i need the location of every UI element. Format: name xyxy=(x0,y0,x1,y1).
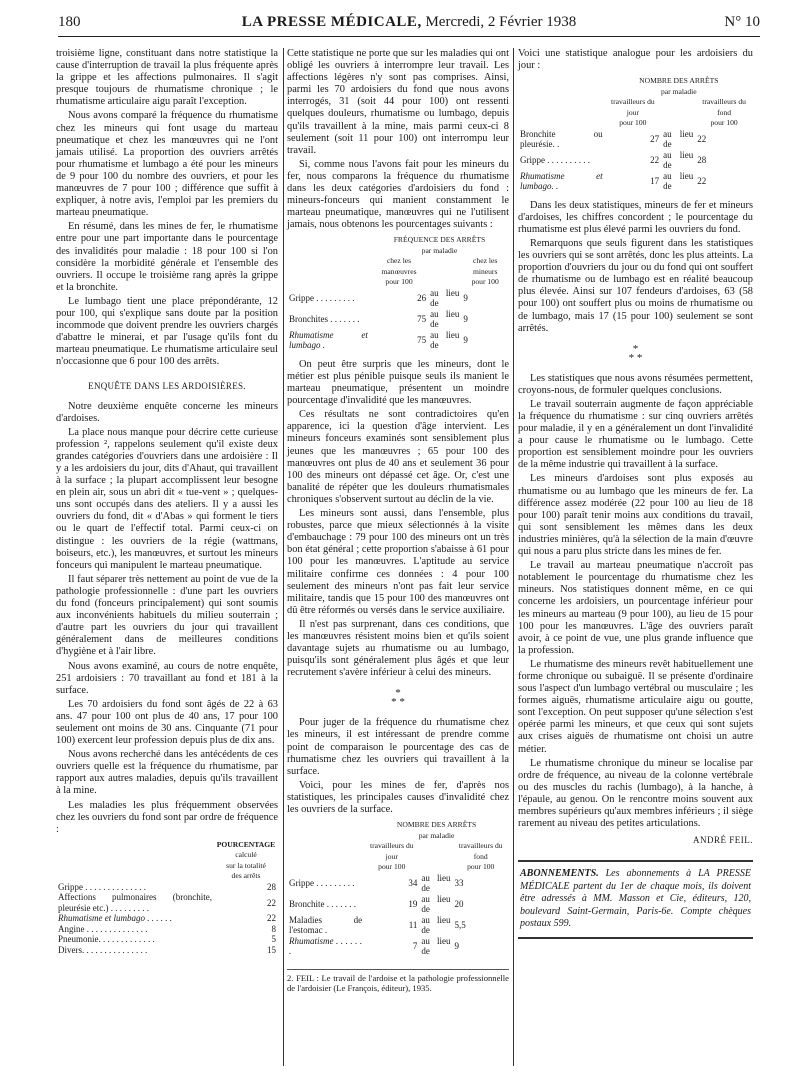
row-value: 75 xyxy=(417,335,427,346)
row-value: 7 xyxy=(412,940,418,951)
row-value: 5 xyxy=(271,934,276,945)
row-value: 8 xyxy=(271,923,276,934)
table-row xyxy=(518,129,753,150)
column-divider xyxy=(513,48,514,1066)
unit-label: pour 100 xyxy=(471,277,499,287)
paragraph: Le lumbago tient une place prépondérante, 12 pour 100, qui s'explique sans doute par la position incommode que doivent prendre les ouvriers chargés d'abattre le minerai, et par l'usage qu'ils font du marteau pneumatique. Le rhumatisme articulaire seul n'occasionne que 6 pour 100 des arrêts. xyxy=(56,295,278,368)
paragraph: Voici, pour les mines de fer, d'après nos statistiques, les principales causes d'invalidité chez les ouvriers de la surface. xyxy=(287,779,509,815)
paragraph: Les statistiques que nous avons résumées permettent, croyons-nous, de formuler quelques conclusions. xyxy=(518,372,753,396)
row-connector: au lieu de xyxy=(663,149,694,171)
table-header: par maladie xyxy=(421,245,458,255)
row-label: Pneumonie. . . . . . . . . . . . . xyxy=(58,934,155,945)
row-value: 17 xyxy=(650,175,660,186)
row-value: 22 xyxy=(650,154,660,165)
row-value: 9 xyxy=(463,293,468,304)
row-label: Rhumatisme et lumbago . xyxy=(289,329,368,351)
row-label: Bronchites . . . . . . . xyxy=(289,314,360,325)
row-label: Affections pulmonaires (bronchite, pleurésie etc.) . . . . . . . . . xyxy=(58,892,212,913)
row-value: 20 xyxy=(454,898,464,909)
table-header: des arrêts xyxy=(231,871,261,881)
paragraph: On peut être surpris que les mineurs, dont le métier est plus pénible puisque seuls ils manient le marteau pneumatique, présentent un moindre pourcentage d'invalidité que les manœuvres. xyxy=(287,358,509,407)
paragraph: Dans les deux statistiques, mineurs de fer et mineurs d'ardoises, les chiffres concordent ; le pourcentage du rhumatisme est plus élevé parmi les ouvriers du fond. xyxy=(518,199,753,235)
column-header: chez les mineurs xyxy=(472,256,498,276)
journal-title: LA PRESSE MÉDICALE, xyxy=(241,14,422,30)
subscription-label: ABONNEMENTS. xyxy=(520,868,599,880)
row-value: 26 xyxy=(417,293,427,304)
table-row xyxy=(287,936,509,957)
paragraph: La place nous manque pour décrire cette curieuse profession ², rappelons seulement qu'il existe deux grandes catégories d'ouvriers dans une ardoisière : Il y a les ardoisiers du jour, dits d'Ahaut, qui travaillent à la surface ; la plupart accomplissent leur besogne en plein air, sous un abri dit « tue-vent » ; quelques-uns sont occupés dans des ateliers. Il y a aussi les ouvriers du fond, dit « d'Abas » qui forment le tiers ou le quart de l'effectif total. Parmi ceux-ci on distingue : les ouvriers de la régie (wattmans, boiseurs, etc.), les manœuvres, et surtout les mineurs fonceurs qui manipulent le marteau pneumatique. xyxy=(56,426,278,571)
row-value: 28 xyxy=(697,154,707,165)
column-header: travailleurs du jour xyxy=(369,841,414,861)
column-2 xyxy=(287,48,509,993)
paragraph: Les mineurs d'ardoises sont plus exposés au rhumatisme ou au lumbago que les mineurs de fer. La différence assez modérée (22 pour 100 au lieu de 18 pour 100) paraît tenir moins aux conditions du travail, qui sont sensiblement les mêmes dans les deux industries minières, qu'à la sélection de la main d'œuvre qui nous a paru plus stricte dans les mines de fer. xyxy=(518,473,753,558)
column-1 xyxy=(56,48,278,963)
row-label: Grippe . . . . . . . . . xyxy=(289,293,355,304)
column-header: travailleurs du jour xyxy=(611,97,655,117)
column-header: travailleurs du fond xyxy=(702,97,746,117)
paragraph: Il n'est pas surprenant, dans ces conditions, que les manœuvres résistent moins bien et qu'ils soient davantage sujets au rhumatisme ou au lumbago, puisqu'ils sont généralement plus âgés et que leur recrutement s'avère inférieur à celui des mineurs. xyxy=(287,618,509,679)
row-label: Grippe . . . . . . . . . . . . . . xyxy=(58,881,146,892)
table-header: par maladie xyxy=(660,86,697,96)
table-row xyxy=(56,924,278,935)
paragraph: Le travail souterrain augmente de façon appréciable la fréquence du rhumatisme : sur cinq ouvriers arrêtés pour maladie, il y en a généralement un dont l'invalidité a pour cause le rhumatisme ou le lumbago. Cette proportion est sensiblement moindre pour les ouvriers de la même industrie qui travaillent à la surface. xyxy=(518,398,753,471)
row-label: Grippe . . . . . . . . . . xyxy=(520,154,590,165)
row-label: Maladies de l'estomac . xyxy=(289,914,363,936)
row-connector: au lieu de xyxy=(663,170,694,192)
unit-label: pour 100 xyxy=(619,118,647,128)
row-connector: au lieu de xyxy=(421,914,451,936)
subscription-text: Les abonnements à LA PRESSE MÉDICALE partent du 1er de chaque mois, ils doivent être adressés à MM. Masson et Cie, éditeurs, 120, boulevard Saint-Germain, Paris-6e. Compte chèques postaux 599. xyxy=(520,868,751,930)
row-value: 33 xyxy=(454,877,464,888)
issue-date: Mercredi, 2 Février 1938 xyxy=(425,14,577,30)
table-row xyxy=(56,892,278,913)
row-value: 5,5 xyxy=(454,919,466,930)
paragraph: Ces résultats ne sont contradictoires qu'en apparence, ici la question d'âge intervient. Les mineurs fonceurs examinés sont sensiblement plus jeunes que les manœuvres ; 65 pour 100 des manœuvres ont plus de 40 ans et seulement 36 pour 100 des mineurs ont dépassé cet âge. Or, c'est une banalité de répéter que les douleurs rhumatismales chroniques s'observent surtout au déclin de la vie. xyxy=(287,409,509,505)
footnote: 2. FEIL : Le travail de l'ardoise et la pathologie professionnelle de l'ardoisier (Le François, éditeur), 1935. xyxy=(287,969,509,993)
row-value: 27 xyxy=(650,133,660,144)
row-label: Grippe . . . . . . . . . xyxy=(289,877,355,888)
row-value: 28 xyxy=(267,881,276,892)
column-header: travailleurs du fond xyxy=(458,841,503,861)
section-separator: * * * xyxy=(628,342,643,364)
table-header: sur la totalité xyxy=(226,860,266,870)
column-header: chez les manœuvres xyxy=(381,256,417,276)
unit-label: pour 100 xyxy=(385,277,413,287)
column-3 xyxy=(518,48,753,939)
comparison-table-3 xyxy=(518,76,753,192)
table-header: FRÉQUENCE DES ARRÊTS xyxy=(393,235,486,245)
issue-number: N° 10 xyxy=(724,14,760,30)
row-connector: au lieu de xyxy=(663,128,694,150)
running-header xyxy=(58,14,760,37)
paragraph: troisième ligne, constituant dans notre statistique la cause d'interruption de travail la plus fréquente après la grippe et les affections pulmonaires. Il s'agit presque toujours de rhumatisme chronique ; le rhumatisme articulaire aigu paraît l'exception. xyxy=(56,48,278,108)
row-value: 9 xyxy=(463,335,468,346)
table-row xyxy=(56,945,278,956)
paragraph: Il faut séparer très nettement au point de vue de la pathologie professionnelle : d'une part les ouvriers du fond (fonceurs principalement) qui sont soumis aux inconvénients habituels du milieu souterrain ; d'autre part les ouvriers du jour qui travaillent généralement dans de meilleures conditions d'hygiène et à l'air libre. xyxy=(56,573,278,658)
row-connector: au lieu de xyxy=(421,872,451,894)
column-divider xyxy=(283,48,284,1066)
paragraph: Les 70 ardoisiers du fond sont âgés de 22 à 63 ans. 47 pour 100 ont plus de 40 ans, 17 pour 100 seulement ont moins de 30 ans. Cinquante (71 pour 100) exercent leur profession depuis plus de dix ans. xyxy=(56,698,278,747)
row-label: Rhumatisme et lumbago . . . . . . xyxy=(58,913,172,924)
row-label: Rhumatisme . . . . . . . xyxy=(289,935,363,957)
paragraph: Les mineurs sont aussi, dans l'ensemble, plus robustes, parce que mieux sélectionnés à la visite d'embauchage : 79 pour 100 des mineurs ont un très bon état général ; cette proportion s'abaisse à 61 pour 100 pour les manœuvres. L'aptitude au service militaire confirme ces données : 4 pour 100 seulement des mineurs n'ont pas fait leur service militaire, tandis que 15 pour 100 des manœuvres ont dû être réformés ou versés dans le service auxiliaire. xyxy=(287,508,509,616)
table-row xyxy=(56,934,278,945)
row-value: 22 xyxy=(267,913,276,924)
row-label: Rhumatisme et lumbago. . xyxy=(520,170,603,192)
row-connector: au lieu de xyxy=(430,308,460,330)
row-value: 9 xyxy=(454,940,459,951)
table-row xyxy=(287,915,509,936)
section-separator: * * * xyxy=(391,687,405,709)
subscription-notice xyxy=(518,860,753,939)
paragraph: Pour juger de la fréquence du rhumatisme chez les mineurs, il est intéressant de prendre comme point de comparaison le pourcentage des cas de rhumatisme chez les ouvriers qui travaillent à la surface. xyxy=(287,717,509,777)
row-label: Bronchite . . . . . . . xyxy=(289,898,356,909)
row-value: 34 xyxy=(408,877,418,888)
comparison-table-2 xyxy=(287,820,509,957)
row-value: 9 xyxy=(463,314,468,325)
table-header: calculé xyxy=(235,850,257,860)
paragraph: Si, comme nous l'avons fait pour les mineurs du fer, nous comparons la fréquence du rhumatisme dans les deux catégories d'ardoisiers du fond : mineurs-fonceurs qui manient constamment le marteau pneumatique, manœuvres qui ne l'utilisent jamais, nous obtenons les pourcentages suivants : xyxy=(287,158,509,231)
table-header: par maladie xyxy=(418,830,455,840)
table-row xyxy=(56,913,278,924)
paragraph: Nous avons recherché dans les antécédents de ces ouvriers quelle est la fréquence du rhumatisme, par rapport aux autres maladies, depuis qu'ils travaillent à la mine. xyxy=(56,749,278,797)
table-header: NOMBRE DES ARRÊTS xyxy=(639,76,719,86)
paragraph: Cette statistique ne porte que sur les maladies qui ont obligé les ouvriers à interrompre leur travail. Les affections légères n'y sont pas comprises. Ainsi, parmi les 70 ardoisiers du fond que nous avons interrogés, 31 (soit 44 pour 100) ont ressenti quelques douleurs, rhumatisme ou lumbago, depuis qu'ils travaillent à la mine, mais parmi ceux-ci 8 seulement (soit 11 pour 100) ont interrompu leur travail. xyxy=(287,48,509,156)
paragraph: Le rhumatisme chronique du mineur se localise par ordre de fréquence, au niveau de la colonne vertébrale ou des muscles du rachis (lumbago), à la hanche, à l'épaule, au genou. On le rencontre moins souvent aux membres supérieurs qu'aux membres inférieurs ; il siège rarement au niveau des petites articulations. xyxy=(518,757,753,830)
row-value: 15 xyxy=(267,944,276,955)
row-value: 11 xyxy=(408,919,418,930)
disease-frequency-table xyxy=(56,840,278,956)
paragraph: Les maladies les plus fréquemment observées chez les ouvriers du fond sont par ordre de fréquence : xyxy=(56,799,278,835)
table-row xyxy=(287,330,509,351)
row-value: 19 xyxy=(408,898,418,909)
row-connector: au lieu de xyxy=(421,893,451,915)
paragraph: Nous avons examiné, au cours de notre enquête, 251 ardoisiers : 70 travaillant au fond et 181 à la surface. xyxy=(56,660,278,696)
paragraph: Le rhumatisme des mineurs revêt habituellement une forme chronique ou subaiguë. Il se présente d'ordinaire sous l'aspect d'un lumbago vertébral ou musculaire ; les formes aiguës, rhumatisme articulaire aigu ou goutte, sont l'exception. On peut supposer qu'une sélection s'est opérée parmi les mineurs, et que ceux qui sont sujets aux crises aiguës de rhumatisme ont choisi un autre métier. xyxy=(518,658,753,755)
section-heading: ENQUÊTE DANS LES ARDOISIÈRES. xyxy=(88,381,246,392)
paragraph: Voici une statistique analogue pour les ardoisiers du jour : xyxy=(518,48,753,72)
row-value: 75 xyxy=(417,314,427,325)
paragraph: Le travail au marteau pneumatique n'accroît pas notablement le pourcentage du rhumatisme chez les mineurs. Nos statistiques donnent même, en ce qui concerne les ardoisiers, un pourcentage inférieur pour les mineurs au marteau (9 pour 100), au lieu de 15 pour 100 pour les manœuvres. L'âge des ouvriers paraît avoir, à ce point de vue, une plus grande influence que la profession. xyxy=(518,560,753,656)
paragraph: En résumé, dans les mines de fer, le rhumatisme entre pour une part importante dans le pourcentage des invalidités pour maladie : 18 pour 100 si l'on considère la morbidité générale et l'ensemble des ouvriers. Il occupe le troisième rang après la grippe et la bronchite. xyxy=(56,221,278,293)
row-connector: au lieu de xyxy=(430,287,460,309)
unit-label: pour 100 xyxy=(378,862,406,872)
table-header: POURCENTAGE xyxy=(216,839,276,849)
row-value: 22 xyxy=(267,897,276,908)
comparison-table-1 xyxy=(287,235,509,351)
paragraph: Notre deuxième enquête concerne les mineurs d'ardoises. xyxy=(56,400,278,424)
table-row xyxy=(287,894,509,915)
row-value: 22 xyxy=(697,175,707,186)
table-row xyxy=(518,150,753,171)
author-signature: ANDRÉ FEIL. xyxy=(693,835,753,846)
row-value: 22 xyxy=(697,133,707,144)
paragraph: Nous avons comparé la fréquence du rhumatisme chez les mineurs qui font usage du marteau pneumatique et chez les manœuvres qui ne l'ont jamais utilisé. La proportion des ouvriers arrêtés pour rhumatisme et lumbago a été pour les mineurs de 9 pour 100 du nombre des ouvriers, et pour les manœuvres de 7 pour 100 ; différence que suffit à expliquer, à notre avis, l'emploi par les premiers du marteau pneumatique. xyxy=(56,110,278,219)
table-row xyxy=(287,873,509,894)
unit-label: pour 100 xyxy=(467,862,495,872)
row-connector: au lieu de xyxy=(421,935,451,957)
row-label: Divers. . . . . . . . . . . . . . . xyxy=(58,944,148,955)
row-connector: au lieu de xyxy=(430,329,460,351)
table-header: NOMBRE DES ARRÊTS xyxy=(396,820,477,830)
table-row xyxy=(518,171,753,192)
paragraph: Remarquons que seuls figurent dans les statistiques les ouvriers qui se sont arrêtés, donc les plus atteints. La proportion d'ouvriers du jour ou du fond qui ont souffert de rhumatisme ou de lumbago est en réalité beaucoup plus élevée. Ainsi sur 107 fendeurs d'ardoises, 63 (58 pour 100) ont souffert plus ou moins de rhumatisme ou de lumbago, mais 17 (15 pour 100) seulement se sont arrêtés. xyxy=(518,237,753,334)
table-row xyxy=(56,882,278,893)
table-row xyxy=(287,288,509,309)
unit-label: pour 100 xyxy=(710,118,738,128)
row-label: Angine . . . . . . . . . . . . . . xyxy=(58,923,148,934)
page-number: 180 xyxy=(58,14,81,30)
row-label: Bronchite ou pleurésie. . xyxy=(520,128,603,150)
table-row xyxy=(287,309,509,330)
